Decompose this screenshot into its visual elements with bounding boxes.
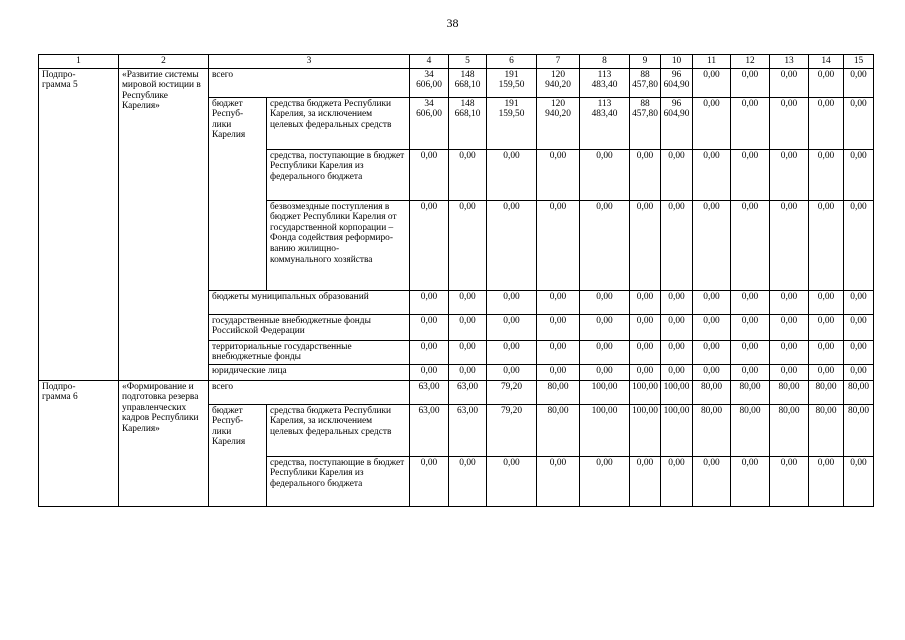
value-cell: 0,00 bbox=[809, 290, 844, 314]
column-header: 3 bbox=[209, 55, 410, 69]
value-cell: 0,00 bbox=[693, 149, 731, 200]
value-cell: 0,00 bbox=[693, 456, 731, 506]
value-cell: 100,00 bbox=[580, 380, 630, 404]
value-cell: 80,00 bbox=[731, 404, 770, 456]
value-cell: 0,00 bbox=[449, 149, 487, 200]
source-label: всего bbox=[209, 380, 410, 404]
value-cell: 0,00 bbox=[844, 364, 874, 380]
table-row bbox=[39, 380, 874, 404]
value-cell: 80,00 bbox=[809, 380, 844, 404]
value-cell: 88 457,80 bbox=[630, 97, 661, 149]
value-cell: 0,00 bbox=[661, 340, 693, 364]
value-cell: 0,00 bbox=[449, 456, 487, 506]
value-cell: 63,00 bbox=[449, 380, 487, 404]
value-cell: 0,00 bbox=[770, 314, 809, 340]
source-sublabel: средства бюджета Республики Карелия, за исключением целевых федеральных средств bbox=[267, 97, 410, 149]
value-cell: 0,00 bbox=[844, 200, 874, 290]
value-cell: 0,00 bbox=[809, 149, 844, 200]
value-cell: 0,00 bbox=[770, 68, 809, 97]
value-cell: 0,00 bbox=[449, 314, 487, 340]
value-cell: 0,00 bbox=[693, 97, 731, 149]
column-header: 6 bbox=[487, 55, 537, 69]
value-cell: 0,00 bbox=[693, 200, 731, 290]
value-cell: 0,00 bbox=[487, 149, 537, 200]
value-cell: 63,00 bbox=[410, 404, 449, 456]
value-cell: 0,00 bbox=[693, 290, 731, 314]
value-cell: 148 668,10 bbox=[449, 97, 487, 149]
source-label: юридические лица bbox=[209, 364, 410, 380]
value-cell: 0,00 bbox=[661, 149, 693, 200]
value-cell: 0,00 bbox=[809, 97, 844, 149]
value-cell: 0,00 bbox=[449, 200, 487, 290]
value-cell: 0,00 bbox=[580, 290, 630, 314]
value-cell: 0,00 bbox=[661, 364, 693, 380]
value-cell: 80,00 bbox=[770, 380, 809, 404]
value-cell: 0,00 bbox=[410, 290, 449, 314]
value-cell: 80,00 bbox=[537, 404, 580, 456]
value-cell: 0,00 bbox=[630, 340, 661, 364]
source-label: бюджеты муниципальных образований bbox=[209, 290, 410, 314]
value-cell: 0,00 bbox=[731, 97, 770, 149]
source-sublabel: безвозмездные поступления в бюджет Республики Карелия от государственной корпорации – Фонда содействия реформиро- ванию жилищно- коммунального хозяйства bbox=[267, 200, 410, 290]
column-header: 14 bbox=[809, 55, 844, 69]
column-header: 4 bbox=[410, 55, 449, 69]
value-cell: 100,00 bbox=[580, 404, 630, 456]
value-cell: 0,00 bbox=[731, 68, 770, 97]
value-cell: 0,00 bbox=[487, 200, 537, 290]
value-cell: 0,00 bbox=[809, 314, 844, 340]
value-cell: 0,00 bbox=[661, 200, 693, 290]
column-header: 7 bbox=[537, 55, 580, 69]
value-cell: 0,00 bbox=[809, 456, 844, 506]
value-cell: 0,00 bbox=[731, 340, 770, 364]
header-row bbox=[39, 55, 874, 69]
value-cell: 191 159,50 bbox=[487, 68, 537, 97]
column-header: 15 bbox=[844, 55, 874, 69]
value-cell: 0,00 bbox=[537, 340, 580, 364]
value-cell: 0,00 bbox=[809, 68, 844, 97]
value-cell: 80,00 bbox=[809, 404, 844, 456]
value-cell: 0,00 bbox=[487, 456, 537, 506]
column-header: 9 bbox=[630, 55, 661, 69]
value-cell: 80,00 bbox=[693, 404, 731, 456]
value-cell: 0,00 bbox=[487, 364, 537, 380]
value-cell: 0,00 bbox=[770, 200, 809, 290]
value-cell: 0,00 bbox=[693, 364, 731, 380]
value-cell: 80,00 bbox=[844, 380, 874, 404]
column-header: 1 bbox=[39, 55, 119, 69]
value-cell: 80,00 bbox=[770, 404, 809, 456]
value-cell: 0,00 bbox=[693, 68, 731, 97]
value-cell: 0,00 bbox=[844, 97, 874, 149]
value-cell: 34 606,00 bbox=[410, 68, 449, 97]
page-number: 38 bbox=[446, 16, 459, 30]
value-cell: 0,00 bbox=[537, 149, 580, 200]
value-cell: 0,00 bbox=[809, 364, 844, 380]
source-label: территориальные государственные внебюджетные фонды bbox=[209, 340, 410, 364]
value-cell: 0,00 bbox=[661, 290, 693, 314]
value-cell: 0,00 bbox=[580, 364, 630, 380]
value-cell: 100,00 bbox=[661, 380, 693, 404]
budget-label: бюджет Респуб- лики Карелия bbox=[209, 97, 267, 290]
value-cell: 0,00 bbox=[580, 149, 630, 200]
value-cell: 0,00 bbox=[844, 340, 874, 364]
column-header: 12 bbox=[731, 55, 770, 69]
value-cell: 0,00 bbox=[410, 456, 449, 506]
value-cell: 0,00 bbox=[580, 200, 630, 290]
value-cell: 0,00 bbox=[731, 290, 770, 314]
program-number: Подпро- грамма 6 bbox=[39, 380, 119, 506]
value-cell: 0,00 bbox=[410, 340, 449, 364]
value-cell: 0,00 bbox=[449, 340, 487, 364]
value-cell: 0,00 bbox=[630, 290, 661, 314]
value-cell: 96 604,90 bbox=[661, 68, 693, 97]
value-cell: 0,00 bbox=[770, 340, 809, 364]
value-cell: 113 483,40 bbox=[580, 97, 630, 149]
column-header: 11 bbox=[693, 55, 731, 69]
value-cell: 0,00 bbox=[580, 456, 630, 506]
column-header: 8 bbox=[580, 55, 630, 69]
program-number: Подпро- грамма 5 bbox=[39, 68, 119, 380]
column-header: 5 bbox=[449, 55, 487, 69]
value-cell: 191 159,50 bbox=[487, 97, 537, 149]
budget-label: бюджет Респуб- лики Карелия bbox=[209, 404, 267, 506]
value-cell: 0,00 bbox=[770, 290, 809, 314]
value-cell: 0,00 bbox=[449, 290, 487, 314]
source-label: государственные внебюджетные фонды Российской Федерации bbox=[209, 314, 410, 340]
value-cell: 63,00 bbox=[449, 404, 487, 456]
value-cell: 0,00 bbox=[770, 97, 809, 149]
value-cell: 0,00 bbox=[580, 340, 630, 364]
value-cell: 0,00 bbox=[410, 364, 449, 380]
value-cell: 0,00 bbox=[809, 200, 844, 290]
value-cell: 0,00 bbox=[809, 340, 844, 364]
value-cell: 0,00 bbox=[731, 200, 770, 290]
value-cell: 0,00 bbox=[487, 314, 537, 340]
value-cell: 0,00 bbox=[630, 149, 661, 200]
value-cell: 0,00 bbox=[693, 340, 731, 364]
value-cell: 80,00 bbox=[844, 404, 874, 456]
source-label: всего bbox=[209, 68, 410, 97]
value-cell: 80,00 bbox=[693, 380, 731, 404]
value-cell: 0,00 bbox=[693, 314, 731, 340]
value-cell: 0,00 bbox=[731, 364, 770, 380]
value-cell: 0,00 bbox=[770, 364, 809, 380]
value-cell: 148 668,10 bbox=[449, 68, 487, 97]
value-cell: 0,00 bbox=[630, 314, 661, 340]
source-sublabel: средства бюджета Республики Карелия, за исключением целевых федеральных средств bbox=[267, 404, 410, 456]
value-cell: 88 457,80 bbox=[630, 68, 661, 97]
value-cell: 0,00 bbox=[731, 456, 770, 506]
value-cell: 0,00 bbox=[630, 456, 661, 506]
table-row bbox=[39, 68, 874, 97]
value-cell: 0,00 bbox=[731, 314, 770, 340]
value-cell: 0,00 bbox=[844, 149, 874, 200]
value-cell: 120 940,20 bbox=[537, 68, 580, 97]
value-cell: 80,00 bbox=[537, 380, 580, 404]
value-cell: 0,00 bbox=[487, 290, 537, 314]
value-cell: 0,00 bbox=[844, 314, 874, 340]
value-cell: 0,00 bbox=[537, 364, 580, 380]
value-cell: 79,20 bbox=[487, 380, 537, 404]
value-cell: 100,00 bbox=[630, 380, 661, 404]
value-cell: 0,00 bbox=[661, 314, 693, 340]
value-cell: 120 940,20 bbox=[537, 97, 580, 149]
value-cell: 100,00 bbox=[630, 404, 661, 456]
source-sublabel: средства, поступающие в бюджет Республики Карелия из федерального бюджета bbox=[267, 456, 410, 506]
value-cell: 0,00 bbox=[487, 340, 537, 364]
column-header: 2 bbox=[119, 55, 209, 69]
value-cell: 0,00 bbox=[630, 364, 661, 380]
value-cell: 0,00 bbox=[770, 456, 809, 506]
value-cell: 0,00 bbox=[410, 314, 449, 340]
value-cell: 0,00 bbox=[537, 200, 580, 290]
value-cell: 0,00 bbox=[537, 456, 580, 506]
value-cell: 0,00 bbox=[770, 149, 809, 200]
value-cell: 0,00 bbox=[537, 314, 580, 340]
value-cell: 0,00 bbox=[844, 456, 874, 506]
column-header: 13 bbox=[770, 55, 809, 69]
value-cell: 0,00 bbox=[449, 364, 487, 380]
value-cell: 100,00 bbox=[661, 404, 693, 456]
value-cell: 34 606,00 bbox=[410, 97, 449, 149]
value-cell: 0,00 bbox=[844, 290, 874, 314]
budget-table bbox=[38, 54, 874, 507]
value-cell: 0,00 bbox=[630, 200, 661, 290]
value-cell: 0,00 bbox=[580, 314, 630, 340]
value-cell: 96 604,90 bbox=[661, 97, 693, 149]
value-cell: 0,00 bbox=[537, 290, 580, 314]
source-sublabel: средства, поступающие в бюджет Республики Карелия из федерального бюджета bbox=[267, 149, 410, 200]
value-cell: 0,00 bbox=[661, 456, 693, 506]
value-cell: 80,00 bbox=[731, 380, 770, 404]
program-title: «Развитие системы мировой юстиции в Республике Карелия» bbox=[119, 68, 209, 380]
program-title: «Формирование и подготовка резерва управленческих кадров Республики Карелия» bbox=[119, 380, 209, 506]
value-cell: 79,20 bbox=[487, 404, 537, 456]
value-cell: 0,00 bbox=[410, 149, 449, 200]
value-cell: 63,00 bbox=[410, 380, 449, 404]
value-cell: 113 483,40 bbox=[580, 68, 630, 97]
value-cell: 0,00 bbox=[731, 149, 770, 200]
value-cell: 0,00 bbox=[844, 68, 874, 97]
value-cell: 0,00 bbox=[410, 200, 449, 290]
column-header: 10 bbox=[661, 55, 693, 69]
